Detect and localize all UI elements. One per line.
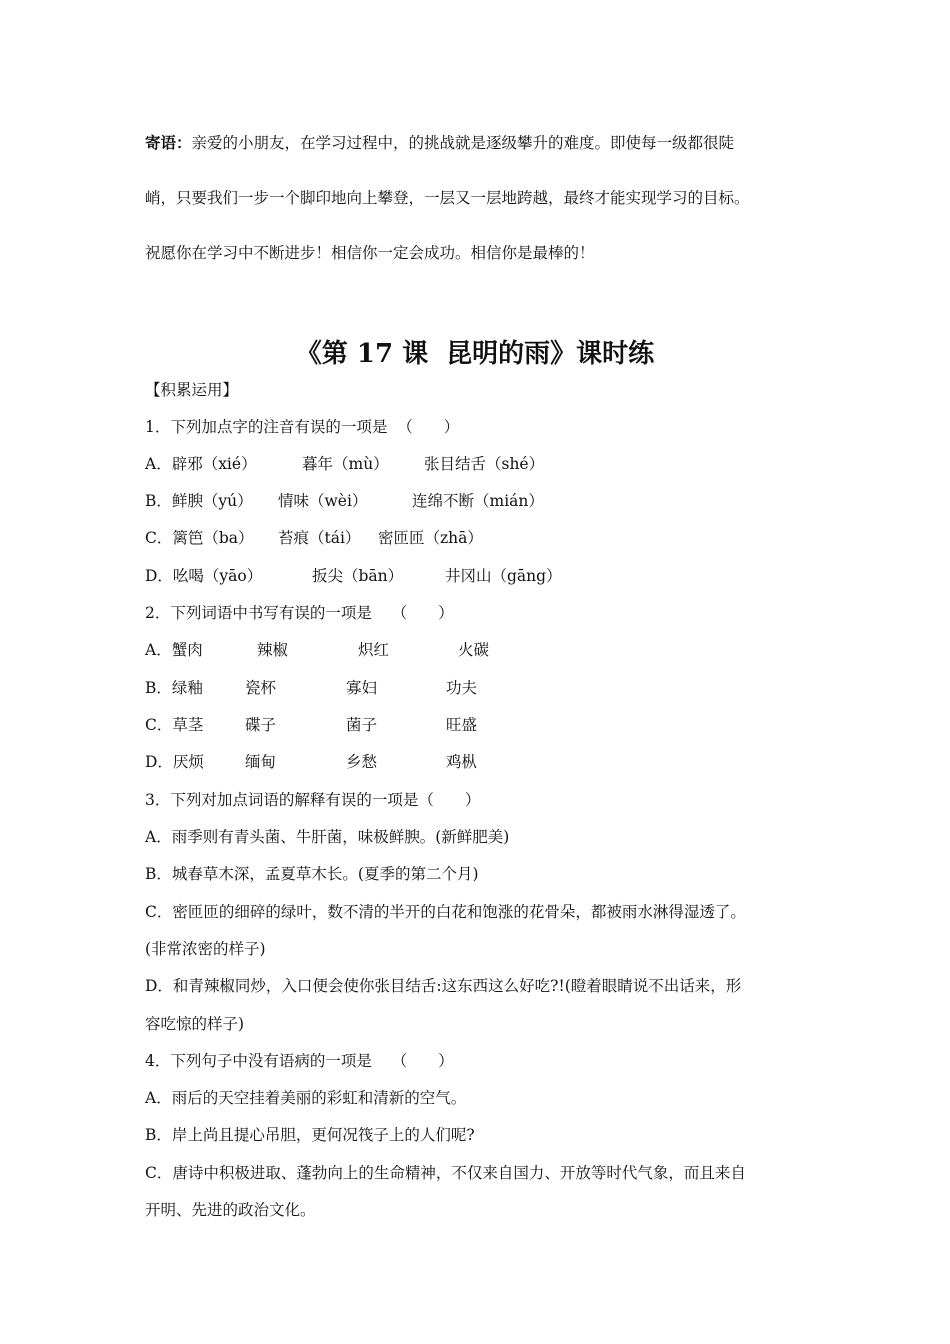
q2-option-d-2: 缅甸 (245, 753, 277, 771)
q1-option-b-1: B．鲜腴（yú） (145, 492, 253, 510)
intro-line-3: 祝愿你在学习中不断进步！相信你一定会成功。相信你是最棒的！ (145, 244, 595, 262)
q3-option-c-line-1: C．密匝匝的细碎的绿叶，数不清的半开的白花和饱涨的花骨朵，都被雨水淋得湿透了。 (145, 903, 746, 921)
q2-option-b-2: 瓷杯 (245, 679, 277, 697)
page-title: 《第 17 课 昆明的雨》课时练 (295, 339, 655, 369)
q1-option-c-1: C．篱笆（ba） (145, 529, 254, 547)
q1-option-a-3: 张目结舌（shé） (424, 455, 545, 473)
intro-label: 寄语： (145, 133, 192, 152)
q3-option-a: A．雨季则有青头菌、牛肝菌，味极鲜腴。(新鲜肥美) (145, 828, 510, 846)
q1-option-b-2: 情味（wèi） (278, 492, 368, 510)
q4-stem: 4．下列句子中没有语病的一项是 （ ） (145, 1052, 454, 1070)
q3-stem: 3．下列对加点词语的解释有误的一项是（ ） (145, 791, 481, 809)
q2-stem: 2．下列词语中书写有误的一项是 （ ） (145, 604, 454, 622)
q2-option-b-4: 功夫 (446, 679, 478, 697)
q1-option-c-2: 苔痕（tái） (278, 529, 361, 547)
q2-option-b-1: B．绿釉 (145, 679, 203, 697)
q1-option-a-2: 暮年（mù） (302, 455, 389, 473)
q2-option-a-3: 炽红 (358, 641, 390, 659)
intro-line-2: 峭，只要我们一步一个脚印地向上攀登，一层又一层地跨越，最终才能实现学习的目标。 (145, 189, 750, 207)
q2-option-a-4: 火碳 (458, 641, 490, 659)
intro-line-1 (145, 133, 734, 153)
q4-option-b: B．岸上尚且提心吊胆，更何况筏子上的人们呢? (145, 1126, 475, 1144)
q3-option-d-line-1: D．和青辣椒同炒，入口便会使你张目结舌:这东西这么好吃?!(瞪着眼睛说不出话来，形 (145, 977, 742, 995)
q1-option-a-1: A．辟邪（xié） (145, 455, 257, 473)
q2-option-b-3: 寡妇 (346, 679, 378, 697)
q1-stem: 1．下列加点字的注音有误的一项是 （ ） (145, 418, 460, 436)
q3-option-d-line-2: 容吃惊的样子) (145, 1015, 245, 1033)
q1-option-d-2: 扳尖（bān） (312, 567, 404, 585)
q2-option-a-2: 辣椒 (257, 641, 289, 659)
intro-text-1: 亲爱的小朋友，在学习过程中，的挑战就是逐级攀升的难度。即使每一级都很陡 (191, 134, 735, 152)
q3-option-c-line-2: (非常浓密的样子) (145, 940, 266, 958)
q4-option-c-line-2: 开明、先进的政治文化。 (145, 1201, 316, 1219)
q1-option-d-1: D．吆喝（yāo） (145, 567, 263, 585)
q4-option-a: A．雨后的天空挂着美丽的彩虹和清新的空气。 (145, 1089, 467, 1107)
section-heading: 【积累运用】 (145, 381, 239, 399)
q2-option-c-4: 旺盛 (446, 716, 478, 734)
q2-option-d-4: 鸡枞 (446, 753, 478, 771)
q2-option-c-1: C．草茎 (145, 716, 204, 734)
q4-option-c-line-1: C．唐诗中积极进取、蓬勃向上的生命精神，不仅来自国力、开放等时代气象，而且来自 (145, 1164, 746, 1182)
q1-option-c-3: 密匝匝（zhā） (378, 529, 483, 547)
q1-option-b-3: 连绵不断（mián） (412, 492, 544, 510)
q2-option-c-2: 碟子 (245, 716, 277, 734)
q2-option-a-1: A．蟹肉 (145, 641, 203, 659)
q1-option-d-3: 井冈山（gāng） (445, 567, 562, 585)
q3-option-b: B．城春草木深，孟夏草木长。(夏季的第二个月) (145, 865, 479, 883)
q2-option-d-1: D．厌烦 (145, 753, 204, 771)
q2-option-c-3: 菌子 (346, 716, 378, 734)
q2-option-d-3: 乡愁 (346, 753, 378, 771)
